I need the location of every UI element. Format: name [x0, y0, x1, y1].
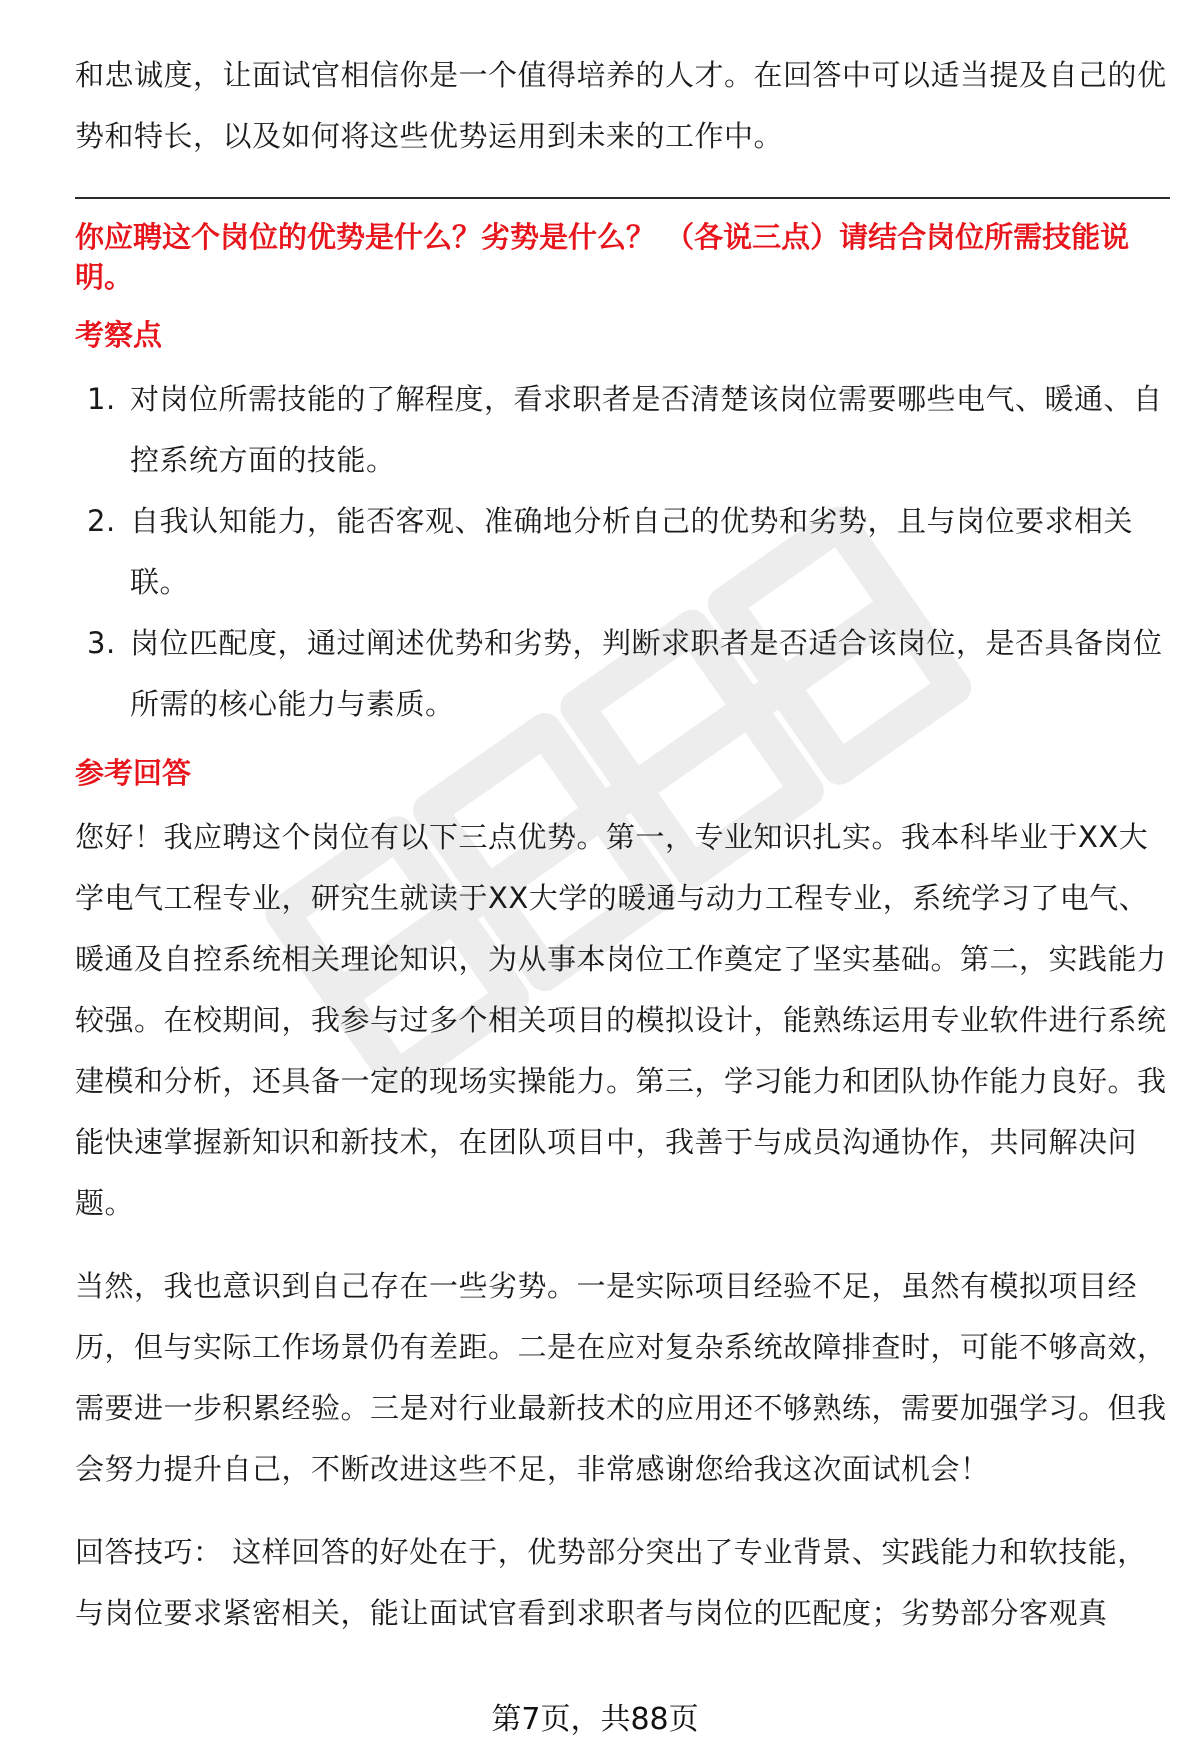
list-item-number: 3.	[87, 626, 116, 660]
answer-paragraph-strengths: 您好！我应聘这个岗位有以下三点优势。第一，专业知识扎实。我本科毕业于XX大学电气工程专业，研究生就读于XX大学的暖通与动力工程专业，系统学习了电气、暖通及自控系统相关理论知识，为从事本岗位工作奠定了坚实基础。第二，实践能力较强。在校期间，我参与过多个相关项目的模拟设计，能熟练运用专业软件进行系统建模和分析，还具备一定的现场实操能力。第三，学习能力和团队协作能力良好。我能快速掌握新知识和新技术，在团队项目中，我善于与成员沟通协作，共同解决问题。	[75, 820, 1167, 1220]
list-item-text: 对岗位所需技能的了解程度，看求职者是否清楚该岗位需要哪些电气、暖通、自控系统方面的技能。	[130, 382, 1163, 477]
list-item-text: 自我认知能力，能否客观、准确地分析自己的优势和劣势，且与岗位要求相关联。	[130, 504, 1134, 599]
answer-tips-paragraph: 回答技巧： 这样回答的好处在于，优势部分突出了专业背景、实践能力和软技能，与岗位要求紧密相关，能让面试官看到求职者与岗位的匹配度；劣势部分客观真	[75, 1535, 1147, 1630]
list-item	[75, 369, 1170, 491]
list-item-text: 岗位匹配度，通过阐述优势和劣势，判断求职者是否适合该岗位，是否具备岗位所需的核心能力与素质。	[130, 626, 1163, 721]
intro-paragraph: 和忠诚度，让面试官相信你是一个值得培养的人才。在回答中可以适当提及自己的优势和特长，以及如何将这些优势运用到未来的工作中。	[75, 58, 1167, 153]
reference-heading: 参考回答	[75, 756, 192, 790]
examination-list	[75, 369, 1170, 735]
page-number: 第7页，共88页	[491, 1702, 699, 1737]
section-divider	[75, 197, 1170, 199]
list-item-number: 2.	[87, 504, 116, 538]
question-title: 你应聘这个岗位的优势是什么？劣势是什么？ （各说三点）请结合岗位所需技能说明。	[75, 220, 1130, 294]
answer-paragraph-weaknesses: 当然，我也意识到自己存在一些劣势。一是实际项目经验不足，虽然有模拟项目经历，但与实际工作场景仍有差距。二是在应对复杂系统故障排查时，可能不够高效，需要进一步积累经验。三是对行业最新技术的应用还不够熟练，需要加强学习。但我会努力提升自己，不断改进这些不足，非常感谢您给我这次面试机会！	[75, 1269, 1167, 1486]
list-item	[75, 613, 1170, 735]
page-content	[75, 45, 1170, 1644]
list-item-number: 1.	[87, 382, 116, 416]
examination-heading: 考察点	[75, 318, 163, 352]
list-item	[75, 491, 1170, 613]
